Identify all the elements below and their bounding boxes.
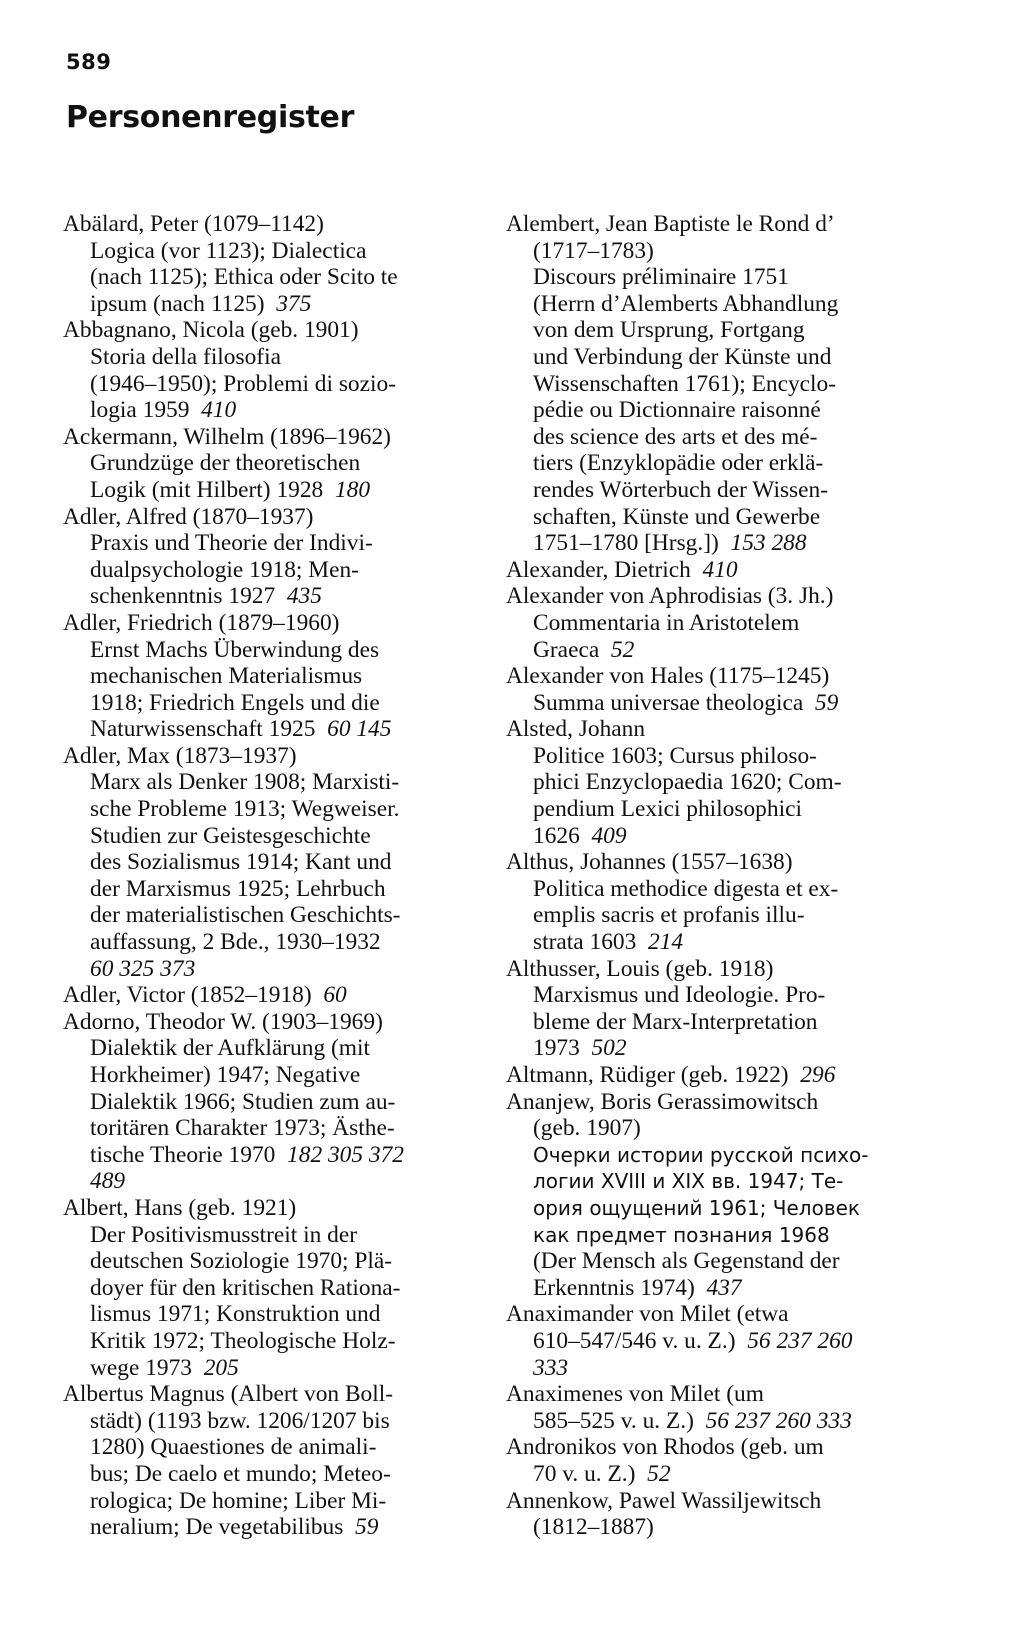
entry-line: (Der Mensch als Gegenstand der: [533, 1248, 840, 1275]
index-entry: [506, 211, 946, 557]
entry-line: städt) (1193 bzw. 1206/1207 bis: [90, 1407, 390, 1434]
entry-line: [533, 1355, 946, 1382]
entry-page-refs: 52: [647, 1460, 671, 1487]
entry-page-refs: 375: [276, 290, 312, 317]
entry-line: Grundzüge der theoretischen: [90, 450, 361, 477]
entry-line: Erkenntnis 1974) 437: [533, 1274, 742, 1301]
entry-page-refs: 56 237 260 333: [705, 1407, 852, 1434]
entry-line: der materialistischen Geschichts-: [90, 902, 401, 929]
index-entry: [63, 424, 483, 504]
entry-line: как предмет познания 1968: [533, 1222, 830, 1247]
entry-line: phici Enzyclopaedia 1620; Com-: [533, 769, 842, 796]
entry-line: auffassung, 2 Bde., 1930–1932: [90, 929, 381, 956]
entry-line: (1946–1950); Problemi di sozio-: [90, 370, 396, 397]
entry-line: Kritik 1972; Theologische Holz-: [90, 1327, 396, 1354]
entry-page-refs: 60 145: [327, 716, 392, 743]
entry-line: rologica; De homine; Liber Mi-: [90, 1487, 387, 1514]
entry-page-refs: 409: [591, 822, 627, 849]
entry-page-refs: 59: [814, 689, 839, 716]
index-entry: [506, 583, 946, 663]
entry-line: Politica methodice digesta et ex-: [533, 875, 839, 902]
entry-page-refs: 60: [323, 982, 347, 1009]
entry-name: Altmann, Rüdiger (geb. 1922) 296: [506, 1062, 836, 1088]
index-entry: [63, 610, 483, 743]
index-entry: [506, 1062, 946, 1089]
entry-line: toritären Charakter 1973; Ästhe-: [90, 1115, 395, 1142]
entry-name: Anaximenes von Milet (um: [506, 1381, 764, 1408]
entry-page-refs: 489: [90, 1168, 126, 1195]
entry-name: Ackermann, Wilhelm (1896–1962): [63, 423, 391, 450]
entry-line: pédie ou Dictionnaire raisonné: [533, 397, 821, 424]
index-entry: [506, 956, 946, 1062]
entry-name: Adler, Friedrich (1879–1960): [63, 609, 340, 636]
entry-name: Adler, Max (1873–1937): [63, 742, 297, 769]
index-entry: [506, 1089, 946, 1302]
entry-line: Politice 1603; Cursus philoso-: [533, 742, 817, 769]
entry-name: Alexander, Dietrich 410: [506, 556, 738, 583]
entry-page-refs: 410: [201, 397, 237, 424]
entry-name: Abbagnano, Nicola (geb. 1901): [63, 317, 359, 344]
index-entry: [63, 1381, 483, 1541]
index-entry: [63, 211, 483, 317]
entry-line: emplis sacris et profanis illu-: [533, 902, 805, 929]
entry-works: [63, 530, 483, 610]
entry-works: [63, 450, 483, 503]
entry-line: Summa universae theologica 59: [533, 689, 839, 716]
index-entry: [506, 1434, 946, 1487]
index-column-left: [63, 211, 483, 1541]
entry-page-refs: 296: [800, 1062, 836, 1088]
entry-page-refs: 59: [355, 1514, 379, 1541]
entry-line: Discours préliminaire 1751: [533, 264, 789, 291]
entry-page-refs: 205: [203, 1354, 239, 1381]
entry-page-refs: 56 237 260: [747, 1327, 853, 1354]
entry-works: [506, 1328, 946, 1381]
entry-name: Abälard, Peter (1079–1142): [63, 211, 324, 237]
entry-name: Ananjew, Boris Gerassimowitsch: [506, 1088, 819, 1115]
entry-line: (1717–1783): [533, 237, 654, 264]
entry-line: doyer für den kritischen Rationa-: [90, 1274, 401, 1301]
entry-name: Alexander von Hales (1175–1245): [506, 663, 830, 690]
page-title: Personenregister: [66, 100, 355, 135]
index-entry: [506, 557, 946, 584]
entry-name: Albert, Hans (geb. 1921): [63, 1194, 297, 1221]
entry-works: [506, 743, 946, 849]
entry-line: 1280) Quaestiones de animali-: [90, 1434, 377, 1461]
entry-line: und Verbindung der Künste und: [533, 343, 832, 370]
entry-works: [506, 1408, 946, 1435]
entry-line: (1812–1887): [533, 1514, 654, 1541]
entry-works: [506, 982, 946, 1062]
entry-name: Alexander von Aphrodisias (3. Jh.): [506, 583, 834, 610]
entry-line: (geb. 1907): [533, 1115, 641, 1142]
entry-line: von dem Ursprung, Fortgang: [533, 317, 805, 344]
entry-name: Anaximander von Milet (etwa: [506, 1301, 789, 1328]
entry-page-refs: 52: [610, 636, 635, 663]
entry-line: bleme der Marx-Interpretation: [533, 1008, 818, 1035]
entry-line: dualpsychologie 1918; Men-: [90, 556, 359, 583]
entry-page-refs: 502: [591, 1035, 627, 1062]
entry-line: logia 1959 410: [90, 397, 237, 424]
entry-name: Althus, Johannes (1557–1638): [506, 849, 793, 876]
entry-line: (nach 1125); Ethica oder Scito te: [90, 264, 398, 291]
entry-name: Adler, Alfred (1870–1937): [63, 503, 314, 530]
entry-works: [506, 238, 946, 557]
entry-line: deutschen Soziologie 1970; Plä-: [90, 1248, 393, 1275]
index-entry: [63, 1195, 483, 1381]
entry-line: Naturwissenschaft 1925 60 145: [90, 716, 392, 743]
entry-line: Wissenschaften 1761); Encyclo-: [533, 370, 837, 397]
index-entry: [506, 716, 946, 849]
index-entry: [63, 504, 483, 610]
entry-line: Очерки истории русской психо-: [533, 1142, 869, 1167]
entry-works: [63, 238, 483, 318]
index-entry: [506, 663, 946, 716]
entry-line: Storia della filosofia: [90, 343, 281, 370]
entry-line: 1751–1780 [Hrsg.]) 153 288: [533, 530, 807, 557]
entry-line: mechanischen Materialismus: [90, 663, 363, 690]
index-entry: [506, 1488, 946, 1541]
entry-line: ipsum (nach 1125) 375: [90, 290, 312, 317]
entry-line: 610–547/546 v. u. Z.) 56 237 260: [533, 1327, 853, 1354]
entry-name: Althusser, Louis (geb. 1918): [506, 955, 774, 982]
entry-line: bus; De caelo et mundo; Meteo-: [90, 1460, 391, 1487]
index-column-right: [506, 211, 946, 1541]
entry-line: [90, 956, 483, 983]
entry-line: Dialektik der Aufklärung (mit: [90, 1035, 370, 1062]
entry-name: Albertus Magnus (Albert von Boll-: [63, 1381, 394, 1408]
entry-line: Graeca 52: [533, 636, 635, 663]
entry-line: Logik (mit Hilbert) 1928 180: [90, 476, 371, 503]
entry-page-refs: 180: [334, 476, 371, 503]
entry-works: [506, 1115, 946, 1301]
entry-line: [90, 1168, 483, 1195]
entry-line: wege 1973 205: [90, 1354, 239, 1381]
entry-line: Marx als Denker 1908; Marxisti-: [90, 769, 400, 796]
entry-page-refs: 435: [286, 583, 322, 610]
entry-line: (Herrn d’Alemberts Abhandlung: [533, 290, 839, 317]
entry-page-refs: 153 288: [730, 530, 807, 557]
entry-works: [63, 769, 483, 982]
page-number: 589: [66, 50, 112, 74]
entry-line: Praxis und Theorie der Indivi-: [90, 530, 373, 557]
entry-line: pendium Lexici philosophici: [533, 796, 802, 823]
entry-line: schaften, Künste und Gewerbe: [533, 503, 821, 530]
entry-line: tiers (Enzyklopädie oder erklä-: [533, 450, 824, 477]
entry-works: [63, 1408, 483, 1541]
entry-line: rendes Wörterbuch der Wissen-: [533, 476, 829, 503]
entry-line: 1973 502: [533, 1035, 627, 1062]
index-entry: [63, 1009, 483, 1195]
entry-page-refs: 182 305 372: [287, 1141, 404, 1168]
entry-line: des science des arts et des mé-: [533, 423, 818, 450]
entry-line: des Sozialismus 1914; Kant und: [90, 849, 392, 876]
entry-name: Alsted, Johann: [506, 716, 646, 743]
entry-line: lismus 1971; Konstruktion und: [90, 1301, 381, 1328]
entry-works: [63, 1222, 483, 1382]
entry-works: [506, 1461, 946, 1488]
entry-name: Andronikos von Rhodos (geb. um: [506, 1434, 824, 1461]
entry-line: schenkenntnis 1927 435: [90, 583, 322, 610]
entry-line: Studien zur Geistesgeschichte: [90, 822, 371, 849]
entry-line: tische Theorie 1970 182 305 372: [90, 1141, 404, 1168]
entry-line: логии XVIII и XIX вв. 1947; Те-: [533, 1169, 844, 1194]
entry-name: Adorno, Theodor W. (1903–1969): [63, 1008, 383, 1035]
index-entry: [506, 849, 946, 955]
entry-line: strata 1603 214: [533, 929, 684, 956]
entry-works: [506, 690, 946, 717]
index-entry: [63, 317, 483, 423]
entry-works: [506, 876, 946, 956]
entry-line: Horkheimer) 1947; Negative: [90, 1062, 361, 1088]
entry-name: Annenkow, Pawel Wassiljewitsch: [506, 1487, 822, 1514]
index-entry: [63, 982, 483, 1009]
entry-line: Der Positivismusstreit in der: [90, 1221, 358, 1248]
entry-line: sche Probleme 1913; Wegweiser.: [90, 796, 400, 823]
entry-name: Adler, Victor (1852–1918) 60: [63, 982, 347, 1009]
entry-line: 585–525 v. u. Z.) 56 237 260 333: [533, 1407, 852, 1434]
entry-works: [63, 344, 483, 424]
index-entry: [506, 1301, 946, 1381]
entry-works: [63, 1035, 483, 1195]
entry-line: der Marxismus 1925; Lehrbuch: [90, 875, 386, 902]
entry-line: Ernst Machs Überwindung des: [90, 636, 380, 663]
entry-works: [63, 637, 483, 743]
index-entry: [506, 1381, 946, 1434]
entry-name: Alembert, Jean Baptiste le Rond d’: [506, 211, 835, 237]
entry-page-refs: 214: [648, 929, 684, 956]
entry-line: Marxismus und Ideologie. Pro-: [533, 982, 826, 1009]
entry-line: Logica (vor 1123); Dialectica: [90, 237, 367, 264]
entry-line: Dialektik 1966; Studien zum au-: [90, 1088, 396, 1115]
entry-works: [506, 610, 946, 663]
entry-line: 70 v. u. Z.) 52: [533, 1460, 671, 1487]
entry-page-refs: 410: [702, 556, 738, 583]
entry-line: Commentaria in Aristotelem: [533, 609, 800, 636]
entry-page-refs: 333: [533, 1354, 569, 1381]
entry-line: 1626 409: [533, 822, 627, 849]
index-entry: [63, 743, 483, 982]
entry-page-refs: 437: [706, 1274, 742, 1301]
entry-page-refs: 60 325 373: [90, 955, 196, 982]
entry-works: [506, 1514, 946, 1541]
entry-line: ория ощущений 1961; Человек: [533, 1195, 861, 1220]
entry-line: neralium; De vegetabilibus 59: [90, 1514, 379, 1541]
entry-line: 1918; Friedrich Engels und die: [90, 689, 380, 716]
